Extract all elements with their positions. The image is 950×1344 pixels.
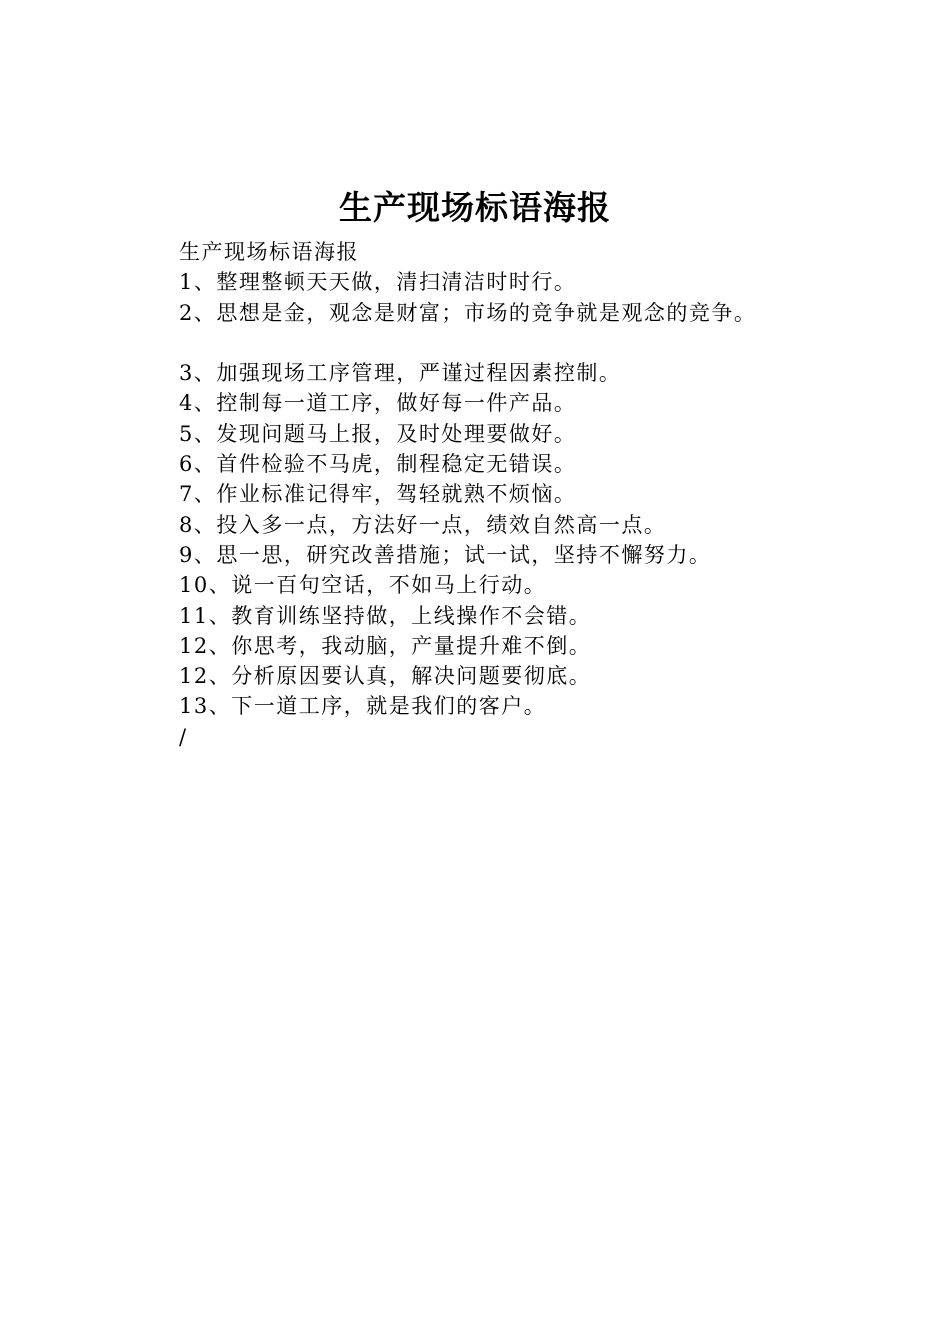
slogan-line: 11、教育训练坚持做，上线操作不会错。 (179, 603, 592, 628)
document-subtitle: 生产现场标语海报 (179, 240, 359, 264)
slogan-line: 5、发现问题马上报，及时处理要做好。 (179, 421, 577, 446)
slogan-line: 2、思想是金，观念是财富；市场的竞争就是观念的竞争。 (179, 300, 757, 325)
document-title: 生产现场标语海报 (339, 188, 611, 227)
slogan-line: 4、控制每一道工序，做好每一件产品。 (179, 391, 577, 416)
blank-line (179, 328, 939, 358)
trailing-mark: / (179, 724, 188, 749)
slogan-list (179, 237, 939, 752)
slogan-line: 3、加强现场工序管理，严谨过程因素控制。 (179, 361, 622, 386)
slogan-line: 6、首件检验不马虎，制程稳定无错误。 (179, 452, 577, 477)
slogan-line: 8、投入多一点，方法好一点，绩效自然高一点。 (179, 512, 667, 537)
slogan-line: 13、下一道工序，就是我们的客户。 (179, 694, 547, 719)
slogan-line: 9、思一思，研究改善措施；试一试，坚持不懈努力。 (179, 542, 712, 567)
slogan-line: 10、说一百句空话，不如马上行动。 (179, 573, 547, 598)
slogan-line: 7、作业标准记得牢，驾轻就熟不烦恼。 (179, 482, 577, 507)
slogan-line: 1、整理整顿天天做，清扫清洁时时行。 (179, 270, 577, 295)
slogan-line: 12、你思考，我动脑，产量提升难不倒。 (179, 633, 592, 658)
slogan-line: 12、分析原因要认真，解决问题要彻底。 (179, 664, 592, 689)
